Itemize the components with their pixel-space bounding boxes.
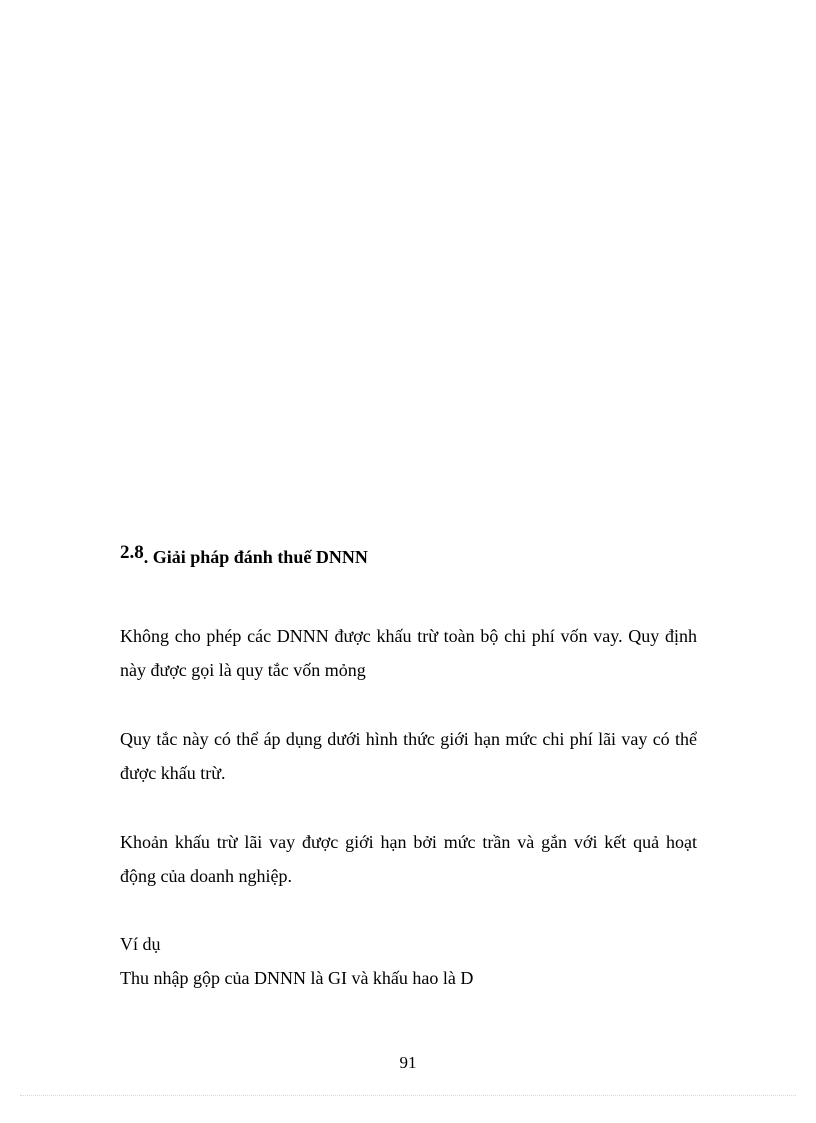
example-label: Ví dụ [120,934,161,954]
section-heading [120,542,368,567]
section-number: 2.8 [120,542,144,563]
page-number: 91 [399,1053,417,1072]
section-title: . Giải pháp đánh thuế DNNN [143,547,368,567]
paragraph-deduction-cap: Khoản khấu trừ lãi vay được giới hạn bởi mức trần và gắn với kết quả hoạt động của doanh nghiệp. [120,832,697,886]
example-text: Thu nhập gộp của DNNN là GI và khấu hao là D [120,968,474,988]
paragraph-interest-limit: Quy tắc này có thể áp dụng dưới hình thức giới hạn mức chi phí lãi vay có thể được khấu trừ. [120,729,697,783]
paragraph-thin-capitalization: Không cho phép các DNNN được khấu trừ toàn bộ chi phí vốn vay. Quy định này được gọi là quy tắc vốn mỏng [120,626,697,680]
page-bottom-divider [20,1095,796,1096]
